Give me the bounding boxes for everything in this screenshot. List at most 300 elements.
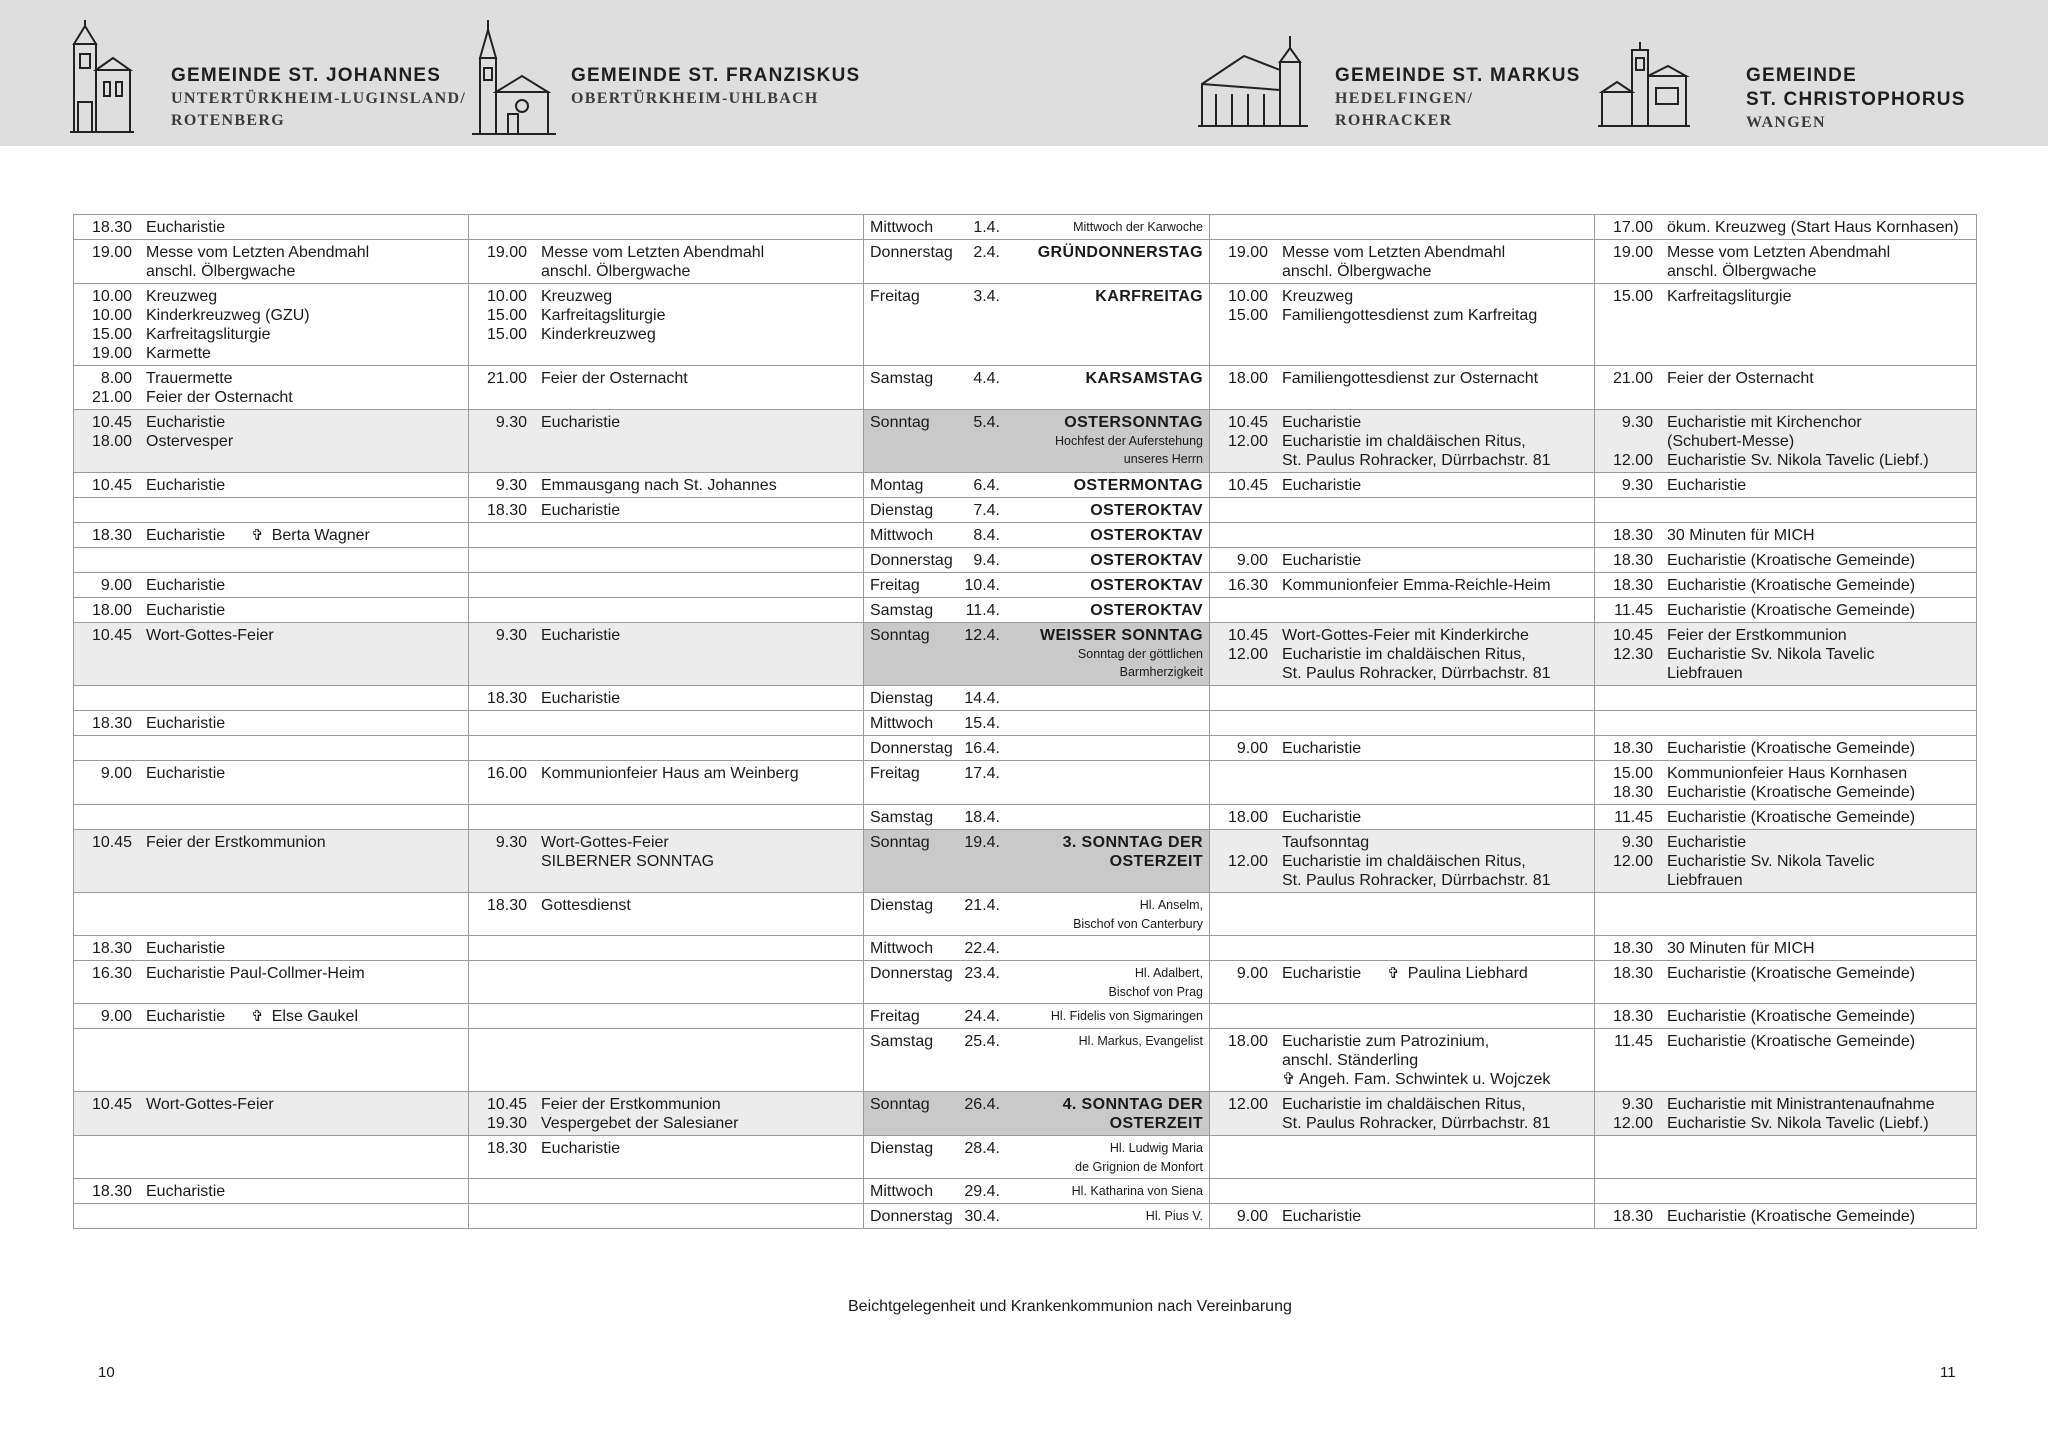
date: 1.4.: [973, 219, 1000, 236]
table-row: [74, 473, 1977, 498]
parish-cell: [74, 284, 469, 366]
parish-name: GEMEINDE ST. MARKUS: [1335, 65, 1581, 86]
service-time: 10.45: [91, 1096, 132, 1113]
service-name: Eucharistie Sv. Nikola Tavelic: [1667, 853, 1875, 870]
table-row: [74, 523, 1977, 548]
service-name: Eucharistie Sv. Nikola Tavelic (Liebf.): [1667, 1115, 1929, 1132]
service-time: 10.45: [486, 1096, 527, 1113]
parish-cell: [1595, 548, 1977, 573]
service-entry: [1601, 939, 1970, 958]
table-row: [74, 548, 1977, 573]
date-cell: [864, 830, 1210, 893]
liturgical-day: Mittwoch der Karwoche: [1073, 220, 1203, 234]
date-cell: [864, 1204, 1210, 1229]
parish-cell: [74, 598, 469, 623]
parish-cell: [74, 1029, 469, 1092]
memorial-name: Berta Wagner: [271, 527, 370, 544]
parish-cell: [1595, 473, 1977, 498]
table-row: [74, 686, 1977, 711]
table-row: [74, 366, 1977, 410]
parish-cell: [74, 215, 469, 240]
service-time: [1216, 664, 1268, 683]
service-name: Eucharistie (Kroatische Gemeinde): [1667, 784, 1916, 801]
service-entry: [80, 1007, 462, 1026]
liturgical-day: Hl. Anselm,: [1139, 898, 1203, 912]
parish-name: GEMEINDE ST. FRANZISKUS: [571, 65, 861, 86]
weekday: Donnerstag: [870, 740, 953, 757]
parish-cell: [1595, 215, 1977, 240]
service-entry: [1216, 576, 1588, 595]
date-cell: [864, 523, 1210, 548]
date-cell: [864, 548, 1210, 573]
date: 29.4.: [964, 1183, 1000, 1200]
service-entry: [1216, 1207, 1588, 1226]
service-entry: [1601, 218, 1970, 237]
service-name: Kreuzweg: [541, 288, 613, 305]
date-line: [870, 739, 1203, 758]
weekday: Mittwoch: [870, 715, 934, 732]
parish-cell: [74, 686, 469, 711]
service-entry: [1601, 764, 1970, 783]
liturgical-day: OSTEROKTAV: [1090, 552, 1203, 569]
parish-cell: [1210, 284, 1595, 366]
service-time: [475, 852, 527, 871]
parish-cell: [74, 366, 469, 410]
date-cell: [864, 240, 1210, 284]
parish-cell: [469, 961, 864, 1004]
table-row: [74, 893, 1977, 936]
service-time: 12.00: [1612, 452, 1653, 469]
date-line: [870, 1207, 1203, 1226]
liturgical-subtitle: Hochfest der Auferstehung: [1054, 434, 1203, 448]
service-name: St. Paulus Rohracker, Dürrbachstr. 81: [1282, 1115, 1551, 1132]
service-entry: [475, 501, 857, 520]
service-time: 10.45: [91, 627, 132, 644]
service-name: Karfreitagsliturgie: [146, 326, 271, 343]
service-name: SILBERNER SONNTAG: [541, 853, 715, 870]
date-cell: [864, 573, 1210, 598]
service-time: 12.00: [1227, 1096, 1268, 1113]
date-cell: [864, 686, 1210, 711]
service-time: 9.00: [1236, 1208, 1268, 1225]
service-name: Eucharistie: [1282, 740, 1362, 757]
service-time: 9.00: [100, 765, 132, 782]
service-name: Kinderkreuzweg: [541, 326, 656, 343]
date: 6.4.: [973, 477, 1000, 494]
parish-cell: [1595, 498, 1977, 523]
parish-district: HEDELFINGEN/: [1335, 90, 1474, 107]
service-name: Gottesdienst: [541, 897, 631, 914]
parish-cell: [1210, 761, 1595, 805]
parish-cell: [469, 284, 864, 366]
date-cell: [864, 1029, 1210, 1092]
date: 11.4.: [965, 602, 1000, 619]
liturgical-day: Hl. Katharina von Siena: [1071, 1184, 1203, 1198]
service-time: 10.45: [1227, 627, 1268, 644]
page-number-left: 10: [98, 1364, 115, 1381]
table-row: [74, 598, 1977, 623]
service-name: Kommunionfeier Haus am Weinberg: [541, 765, 799, 782]
service-time: 18.30: [91, 1183, 132, 1200]
service-name: anschl. Ölbergwache: [541, 263, 691, 280]
date-cell: [864, 805, 1210, 830]
service-entry: [475, 369, 857, 388]
weekday: Donnerstag: [870, 244, 953, 261]
service-name: Eucharistie: [541, 502, 621, 519]
date-cell: [864, 215, 1210, 240]
service-entry: [1601, 576, 1970, 595]
service-name: Liebfrauen: [1667, 665, 1743, 682]
parish-district: OBERTÜRKHEIM-UHLBACH: [571, 90, 819, 107]
table-row: [74, 1136, 1977, 1179]
parish-cell: [1595, 830, 1977, 893]
parish-cell: [1210, 711, 1595, 736]
service-name: Eucharistie: [146, 477, 226, 494]
parish-cell: [1595, 240, 1977, 284]
service-time: 18.30: [1612, 552, 1653, 569]
service-time: [1216, 1051, 1268, 1070]
parish-cell: [1210, 598, 1595, 623]
parish-cell: [469, 805, 864, 830]
service-name: Eucharistie: [146, 1183, 226, 1200]
date-cell: [864, 893, 1210, 936]
service-name: St. Paulus Rohracker, Dürrbachstr. 81: [1282, 665, 1551, 682]
date-line: [870, 551, 1203, 570]
parish-cell: [1595, 1136, 1977, 1179]
service-name: Eucharistie: [146, 577, 226, 594]
service-entry: [1216, 626, 1588, 645]
table-row: [74, 1029, 1977, 1092]
parish-cell: [74, 1092, 469, 1136]
cross-icon: ✞: [1387, 965, 1400, 982]
service-entry: [80, 939, 462, 958]
liturgical-day: OSTEROKTAV: [1090, 527, 1203, 544]
service-name: Ostervesper: [146, 433, 234, 450]
parish-cell: [1210, 805, 1595, 830]
service-time: 18.30: [1612, 527, 1653, 544]
date-line: [870, 1095, 1203, 1114]
service-name: Messe vom Letzten Abendmahl: [1282, 244, 1506, 261]
liturgical-day: WEISSER SONNTAG: [1039, 627, 1203, 644]
parish-cell: [1595, 893, 1977, 936]
service-name: (Schubert-Messe): [1667, 433, 1795, 450]
weekday: Donnerstag: [870, 552, 953, 569]
service-time: [80, 262, 132, 281]
service-time: 10.45: [1227, 414, 1268, 431]
weekday: Mittwoch: [870, 219, 934, 236]
service-name: Kommunionfeier Haus Kornhasen: [1667, 765, 1908, 782]
date: 5.4.: [973, 414, 1000, 431]
parish-cell: [74, 573, 469, 598]
liturgical-day: KARFREITAG: [1095, 288, 1203, 305]
table-row: [74, 736, 1977, 761]
service-entry: [1216, 287, 1588, 306]
liturgical-day: OSTEROKTAV: [1090, 502, 1203, 519]
service-name: Eucharistie Sv. Nikola Tavelic (Liebf.): [1667, 452, 1929, 469]
parish-cell: [1595, 736, 1977, 761]
parish-cell: [74, 711, 469, 736]
service-entry: [80, 1182, 462, 1201]
service-entry: [475, 764, 857, 783]
parish-cell: [1595, 1092, 1977, 1136]
service-time: 21.00: [91, 389, 132, 406]
service-name: Eucharistie (Kroatische Gemeinde): [1667, 602, 1916, 619]
service-name: Eucharistie: [541, 1140, 621, 1157]
parish-cell: [74, 936, 469, 961]
date-line: [870, 413, 1203, 432]
liturgical-day: [1000, 808, 1203, 827]
service-time: [1216, 262, 1268, 281]
service-name: Wort-Gottes-Feier: [146, 1096, 274, 1113]
parish-cell: [74, 623, 469, 686]
date: 30.4.: [964, 1208, 1000, 1225]
liturgical-day: [1000, 739, 1203, 758]
service-entry: [1601, 964, 1970, 983]
service-time: 18.30: [91, 715, 132, 732]
service-entry: [1601, 243, 1970, 262]
service-time: 10.45: [91, 834, 132, 851]
liturgical-subtitle: Barmherzigkeit: [1119, 665, 1203, 679]
parish-cell: [1210, 1179, 1595, 1204]
service-entry: [1601, 808, 1970, 827]
service-time: 19.00: [486, 244, 527, 261]
service-entry: [1216, 739, 1588, 758]
service-name: Eucharistie mit Kirchenchor: [1667, 414, 1862, 431]
liturgical-day: OSTERSONNTAG: [1064, 414, 1203, 431]
parish-cell: [1595, 1029, 1977, 1092]
service-time: 19.30: [486, 1115, 527, 1132]
liturgical-day: Hl. Pius V.: [1145, 1209, 1203, 1223]
service-entry: [80, 413, 462, 432]
parish-st-franziskus: [571, 64, 860, 184]
church-st-christophorus-icon: [1598, 40, 1690, 132]
parish-cell: [469, 548, 864, 573]
service-time: 19.00: [1227, 244, 1268, 261]
service-entry: [80, 344, 462, 363]
table-row: [74, 215, 1977, 240]
service-entry: [80, 243, 462, 262]
parish-st-christophorus: [1746, 64, 1966, 184]
date-cell: [864, 1136, 1210, 1179]
date: 19.4.: [964, 834, 1000, 851]
parish-cell: [74, 1179, 469, 1204]
service-entry: [475, 626, 857, 645]
service-entry: [80, 325, 462, 344]
weekday: Mittwoch: [870, 1183, 934, 1200]
parish-name: GEMEINDE ST. JOHANNES: [171, 65, 442, 86]
weekday: Donnerstag: [870, 1208, 953, 1225]
service-time: 15.00: [486, 307, 527, 324]
memorial-name: Paulina Liebhard: [1407, 965, 1528, 982]
service-name: Eucharistie zum Patrozinium,: [1282, 1033, 1490, 1050]
service-name: Liebfrauen: [1667, 872, 1743, 889]
date-cell: [864, 473, 1210, 498]
liturgical-day: 3. SONNTAG DER: [1062, 834, 1203, 851]
parish-cell: [469, 686, 864, 711]
table-row: [74, 761, 1977, 805]
service-time: 9.30: [495, 477, 527, 494]
service-name: Karfreitagsliturgie: [541, 307, 666, 324]
service-entry: [1216, 1032, 1588, 1051]
service-time: 18.30: [486, 690, 527, 707]
service-time: 12.00: [1227, 853, 1268, 870]
parish-district-2: ROTENBERG: [171, 112, 285, 129]
weekday: Freitag: [870, 765, 920, 782]
liturgical-day-2: OSTERZEIT: [1109, 853, 1203, 870]
date-cell: [864, 623, 1210, 686]
service-entry: [1601, 871, 1970, 890]
parish-cell: [74, 805, 469, 830]
service-name: anschl. Ölbergwache: [1282, 263, 1432, 280]
parish-cell: [74, 498, 469, 523]
parish-cell: [74, 523, 469, 548]
service-time: [1216, 451, 1268, 470]
service-name: Kreuzweg: [146, 288, 218, 305]
service-name: Eucharistie: [1667, 477, 1747, 494]
service-name: Feier der Erstkommunion: [541, 1096, 721, 1113]
service-time: 19.00: [91, 345, 132, 362]
date-line: [870, 964, 1203, 983]
service-time: 10.00: [91, 307, 132, 324]
table-row: [74, 1179, 1977, 1204]
service-entry: [475, 896, 857, 915]
liturgical-day: Hl. Adalbert,: [1134, 966, 1203, 980]
weekday: Dienstag: [870, 690, 934, 707]
service-time: 18.30: [91, 219, 132, 236]
service-time: 9.00: [1236, 740, 1268, 757]
date-line: [870, 576, 1203, 595]
service-name: 30 Minuten für MICH: [1667, 940, 1815, 957]
church-st-johannes-icon: [68, 18, 134, 136]
parish-cell: [469, 893, 864, 936]
service-entry: [475, 852, 857, 871]
date-cell: [864, 1179, 1210, 1204]
date-line: [870, 764, 1203, 783]
service-time: 10.45: [91, 414, 132, 431]
service-name: Eucharistie: [146, 602, 226, 619]
parish-cell: [1595, 623, 1977, 686]
parish-cell: [469, 240, 864, 284]
table-row: [74, 711, 1977, 736]
service-name: Eucharistie (Kroatische Gemeinde): [1667, 1008, 1916, 1025]
parish-cell: [469, 830, 864, 893]
schedule-table-wrapper: [73, 214, 1977, 1229]
service-entry: [475, 689, 857, 708]
liturgical-subtitle: de Grignion de Monfort: [1075, 1160, 1203, 1174]
service-time: 11.45: [1614, 809, 1653, 826]
service-entry: [1601, 1095, 1970, 1114]
service-entry: [1601, 833, 1970, 852]
weekday: Samstag: [870, 602, 934, 619]
parish-district: WANGEN: [1746, 114, 1826, 131]
service-time: 12.30: [1612, 646, 1653, 663]
service-time: 18.30: [91, 940, 132, 957]
parish-cell: [469, 623, 864, 686]
service-entry: [475, 833, 857, 852]
parish-cell: [74, 1204, 469, 1229]
parish-cell: [1595, 805, 1977, 830]
parish-cell: [1210, 1004, 1595, 1029]
service-time: 10.45: [1227, 477, 1268, 494]
service-entry: [1601, 476, 1970, 495]
parish-cell: [1595, 761, 1977, 805]
date-cell: [864, 711, 1210, 736]
parish-cell: [469, 1204, 864, 1229]
service-name: Eucharistie (Kroatische Gemeinde): [1667, 965, 1916, 982]
table-row: [74, 805, 1977, 830]
service-name: Eucharistie: [541, 627, 621, 644]
service-name: Trauermette: [146, 370, 233, 387]
liturgical-day: [1000, 764, 1203, 783]
liturgical-day: [1000, 939, 1203, 958]
service-entry: [475, 243, 857, 262]
parish-cell: [469, 523, 864, 548]
service-name: Eucharistie im chaldäischen Ritus,: [1282, 646, 1526, 663]
date: 22.4.: [964, 940, 1000, 957]
service-time: 15.00: [1612, 288, 1653, 305]
date: 3.4.: [973, 288, 1000, 305]
service-entry: [475, 413, 857, 432]
parish-cell: [1595, 573, 1977, 598]
service-name: Eucharistie (Kroatische Gemeinde): [1667, 1033, 1916, 1050]
liturgical-day: 4. SONNTAG DER: [1062, 1096, 1203, 1113]
service-time: 10.00: [91, 288, 132, 305]
service-name: St. Paulus Rohracker, Dürrbachstr. 81: [1282, 872, 1551, 889]
service-name: Vespergebet der Salesianer: [541, 1115, 739, 1132]
parish-cell: [74, 736, 469, 761]
service-name: ökum. Kreuzweg (Start Haus Kornhasen): [1667, 219, 1959, 236]
service-entry: [1601, 413, 1970, 432]
date-line: [870, 476, 1203, 495]
service-entry: [1216, 833, 1588, 852]
service-time: [1601, 262, 1653, 281]
parish-cell: [1210, 473, 1595, 498]
service-entry: [475, 287, 857, 306]
parish-name: GEMEINDE: [1746, 65, 1857, 86]
service-time: 18.00: [1227, 1033, 1268, 1050]
service-entry: [1216, 1114, 1588, 1133]
service-entry: [80, 833, 462, 852]
service-name: Eucharistie Sv. Nikola Tavelic: [1667, 646, 1875, 663]
service-entry: [1216, 243, 1588, 262]
service-entry: [1601, 1007, 1970, 1026]
service-time: 18.30: [1612, 1008, 1653, 1025]
service-entry: [1601, 526, 1970, 545]
liturgical-day: [1000, 689, 1203, 708]
service-name: Karfreitagsliturgie: [1667, 288, 1792, 305]
liturgical-day: Hl. Fidelis von Sigmaringen: [1050, 1009, 1203, 1023]
service-entry: [475, 325, 857, 344]
parish-cell: [1595, 523, 1977, 548]
parish-cell: [469, 761, 864, 805]
service-time: [1601, 432, 1653, 451]
weekday: Freitag: [870, 577, 920, 594]
service-time: 15.00: [91, 326, 132, 343]
date: 16.4.: [964, 740, 1000, 757]
parish-cell: [1210, 686, 1595, 711]
parish-cell: [469, 1092, 864, 1136]
date-cell: [864, 936, 1210, 961]
service-name: Eucharistie: [146, 765, 226, 782]
service-entry: [475, 1114, 857, 1133]
service-entry: [1216, 551, 1588, 570]
date: 15.4.: [964, 715, 1000, 732]
service-time: [475, 262, 527, 281]
service-name: Familiengottesdienst zum Karfreitag: [1282, 307, 1538, 324]
service-entry: [475, 476, 857, 495]
table-row: [74, 830, 1977, 893]
service-time: 19.00: [1612, 244, 1653, 261]
